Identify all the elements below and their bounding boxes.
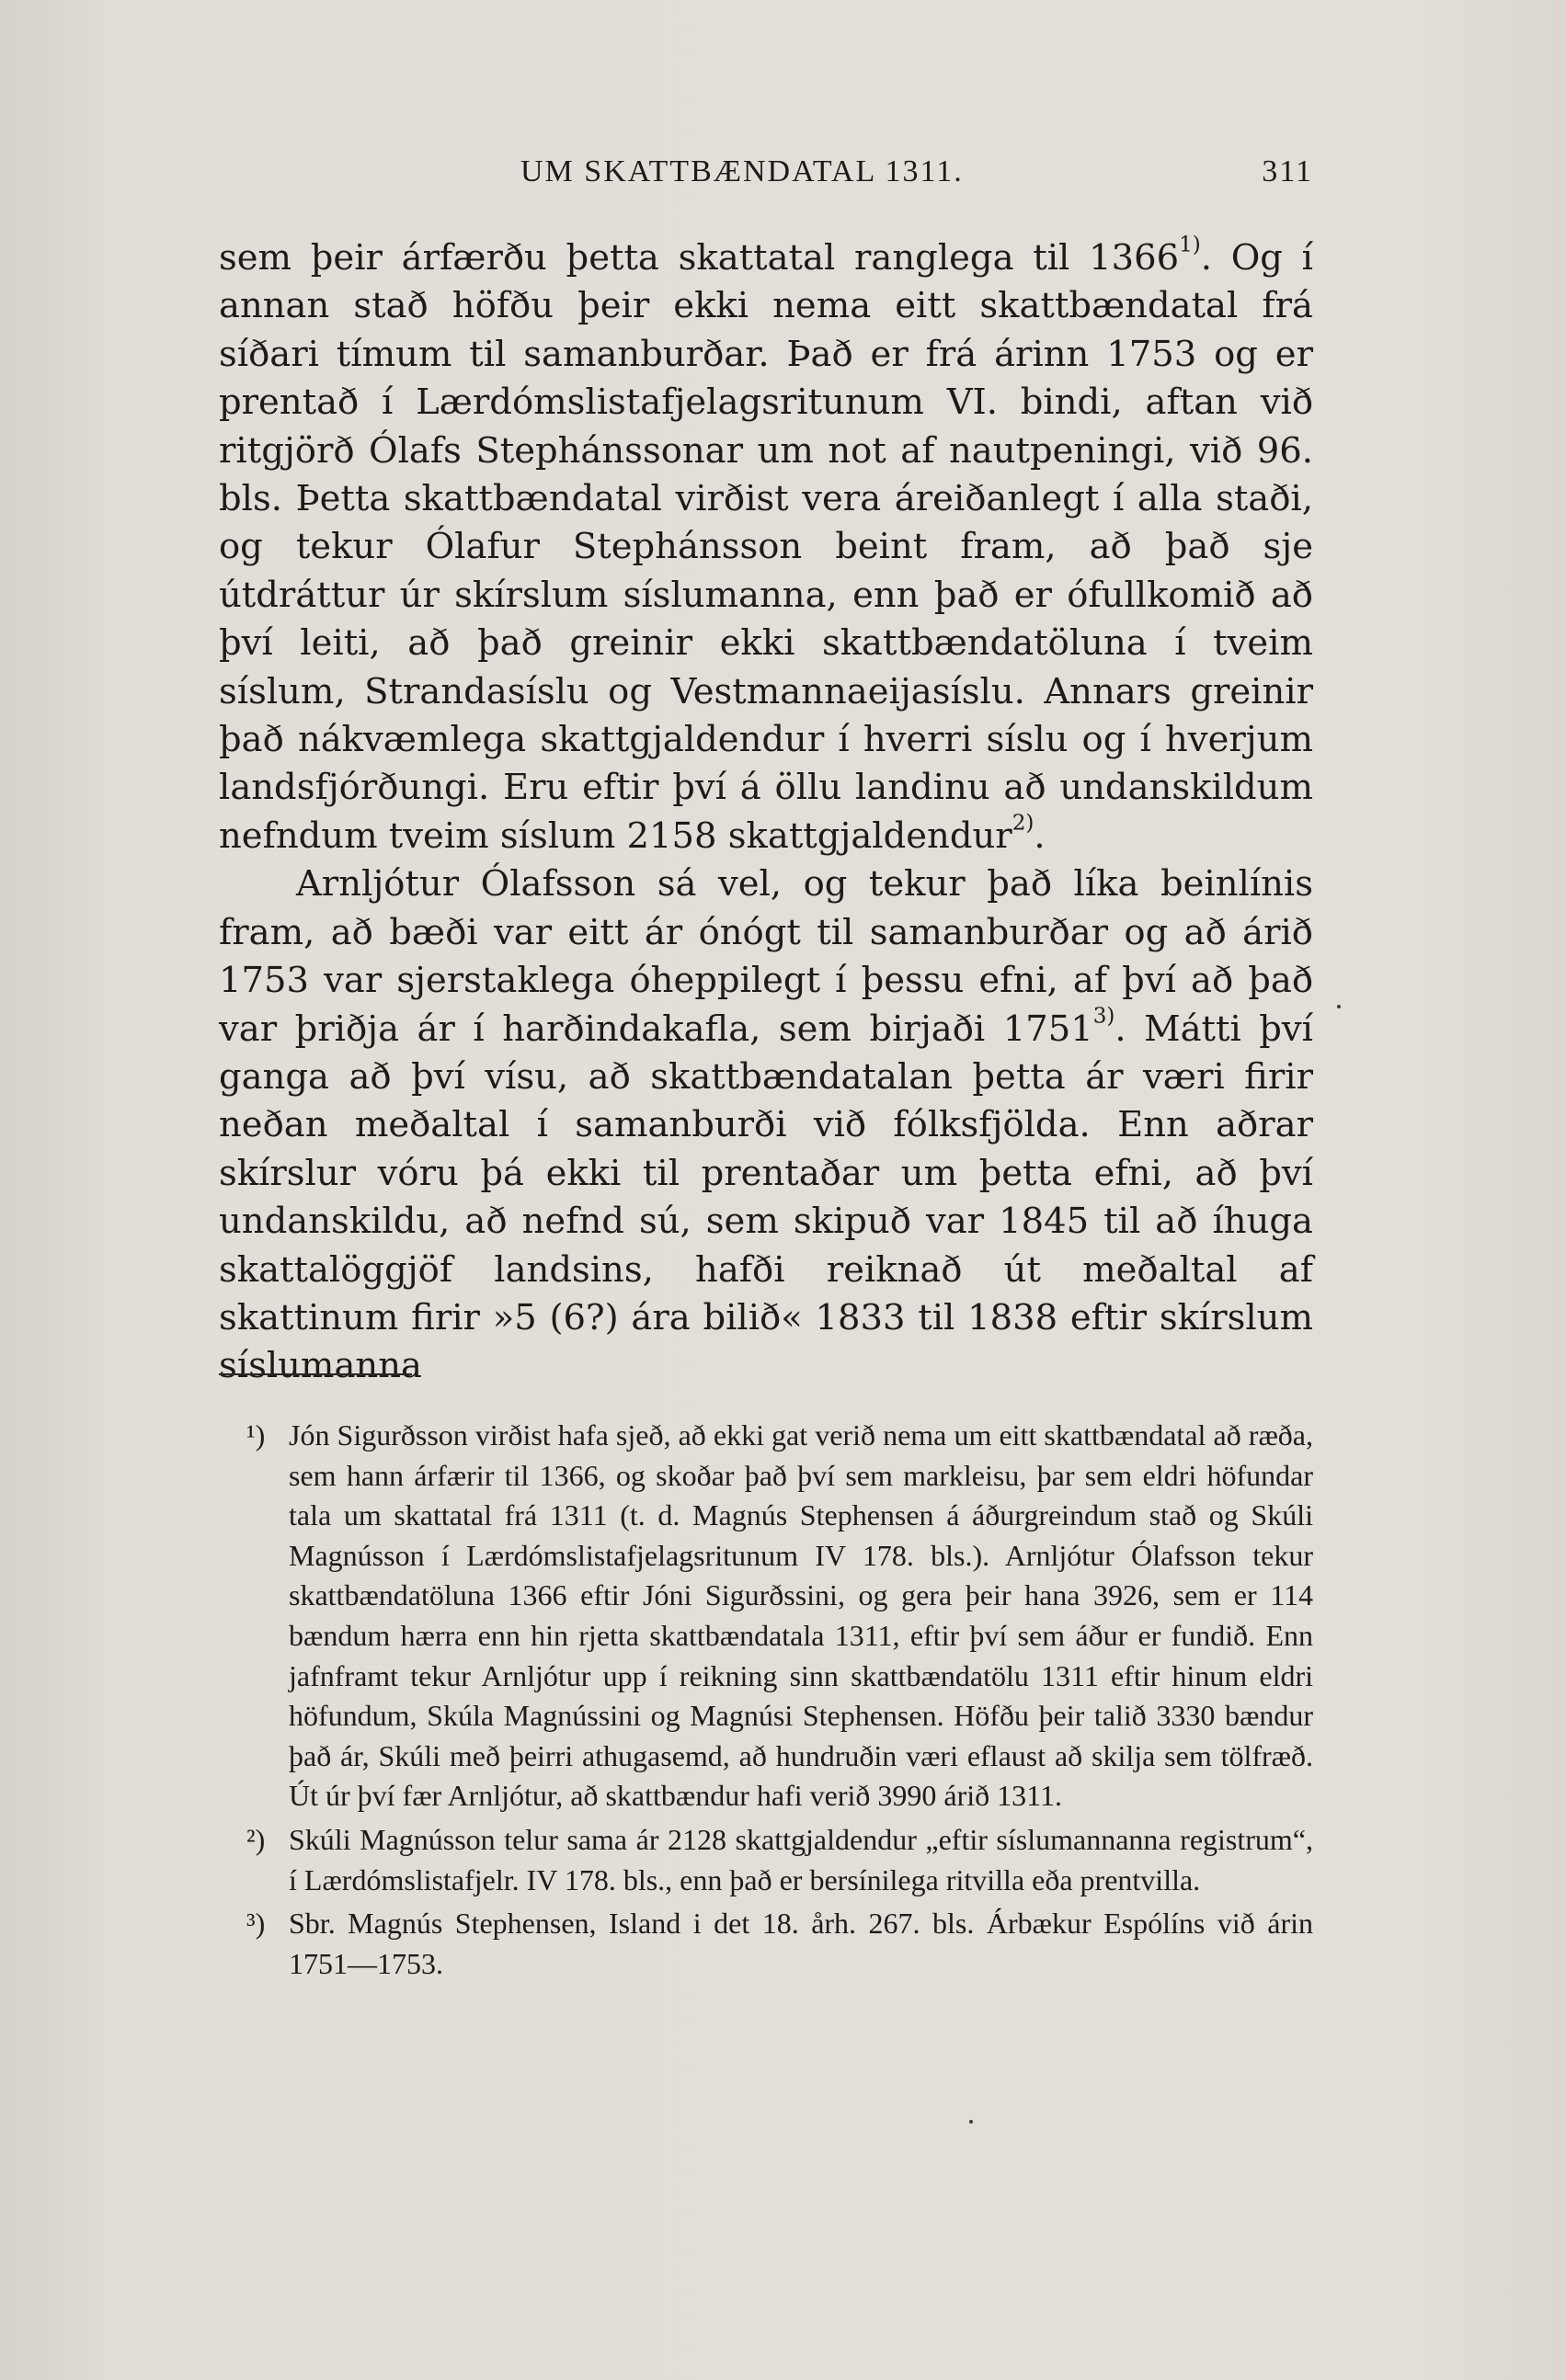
paragraph-2-part-b: . Mátti því ganga að því vísu, að skattbændatalan þetta ár væri firir neðan meðaltal í samanburði við fólksfjölda. Enn aðrar skírslur vóru þá ekki til prentaðar um þetta efni, að því undanskildu, að nefnd sú, sem skipuð var 1845 til að íhuga skattalöggjöf landsins, hafði reiknað út meðaltal af skattinum firir »5 (6?) ára bilið« 1833 til 1838 eftir skírslum síslumanna xyxy=(219,1008,1313,1387)
footnote-reference-1: 1) xyxy=(1179,233,1201,257)
footnote-text-3: Sbr. Magnús Stephensen, Island i det 18. årh. 267. bls. Árbækur Espólíns við árin 1751—1753. xyxy=(289,1907,1313,1980)
paragraph-1 xyxy=(219,234,1313,860)
footnote-separator-rule xyxy=(219,1373,412,1375)
footnotes xyxy=(219,1416,1313,1987)
paragraph-1-part-b: . Og í annan stað höfðu þeir ekki nema eitt skattbændatal frá síðari tímum til samanburðar. Það er frá árinn 1753 og er prentað í Lærdómslistafjelagsritunum VI. bindi, aftan við ritgjörð Ólafs Stephánssonar um not af nautpeningi, við 96. bls. Þetta skattbændatal virðist vera áreiðanlegt í alla staði, og tekur Ólafur Stephánsson beint fram, að það sje útdráttur úr skírslum síslumanna, enn það er ófullkomið að því leiti, að það greinir ekki skattbændatöluna í tveim síslum, Strandasíslu og Vestmannaeijasíslu. Annars greinir það nákvæmlega skattgjaldendur í hverri síslu og í hverjum landsfjórðungi. Eru eftir því á öllu landinu að undanskildum nefndum tveim síslum 2158 skattgjaldendur xyxy=(219,237,1313,857)
paragraph-1-part-a: sem þeir árfærðu þetta skattatal ranglega til 1366 xyxy=(219,237,1180,279)
footnote-1 xyxy=(219,1416,1313,1816)
footnote-reference-2: 2) xyxy=(1012,811,1034,836)
paper-speck xyxy=(969,2120,973,2124)
paper-speck xyxy=(1337,1005,1341,1008)
paragraph-1-end: . xyxy=(1034,814,1046,857)
footnote-2 xyxy=(219,1820,1313,1900)
body-text xyxy=(219,234,1313,1391)
footnote-mark-2: ²) xyxy=(246,1822,266,1856)
footnote-reference-3: 3) xyxy=(1092,1003,1115,1028)
running-title: UM SKATTBÆNDATAL 1311. xyxy=(520,154,964,188)
paragraph-2 xyxy=(219,860,1313,1390)
page-number: 311 xyxy=(1262,154,1313,188)
footnote-mark-1: ¹) xyxy=(246,1418,266,1452)
running-head xyxy=(520,154,1313,197)
footnote-text-1: Jón Sigurðsson virðist hafa sjeð, að ekki gat verið nema um eitt skattbændatal að ræða, sem hann árfærir til 1366, og skoðar það því sem markleisu, þar sem eldri höfundar tala um skattatal frá 1311 (t. d. Magnús Stephensen á áðurgreindum stað og Skúli Magnússon í Lærdómslistafjelagsritunum IV 178. bls.). Arnljótur Ólafsson tekur skattbændatöluna 1366 eftir Jóni Sigurðssini, og gera þeir hana 3926, sem er 114 bændum hærra enn hin rjetta skattbændatala 1311, eftir því sem áður er fundið. Enn jafnframt tekur Arnljótur upp í reikning sinn skattbændatölu 1311 eftir hinum eldri höfundum, Skúla Magnússini og Magnúsi Stephensen. Höfðu þeir talið 3330 bændur það ár, Skúli með þeirri athugasemd, að hundruðin væri eflaust að skilja sem tölfræð. Út úr því fær Arnljótur, að skattbændur hafi verið 3990 árið 1311. xyxy=(289,1418,1313,1813)
footnote-text-2: Skúli Magnússon telur sama ár 2128 skattgjaldendur „eftir síslumannanna registrum“, í Lærdómslistafjelr. IV 178. bls., enn það er bersínilega ritvilla eða prentvilla. xyxy=(289,1822,1313,1896)
footnote-3 xyxy=(219,1904,1313,1984)
paragraph-2-part-a: Arnljótur Ólafsson sá vel, og tekur það líka beinlínis fram, að bæði var eitt ár ónógt til samanburðar og að árið 1753 var sjerstaklega óheppilegt í þessu efni, af því að það var þriðja ár í harðindakafla, sem birjaði 1751 xyxy=(219,863,1313,1050)
footnote-mark-3: ³) xyxy=(246,1907,266,1941)
